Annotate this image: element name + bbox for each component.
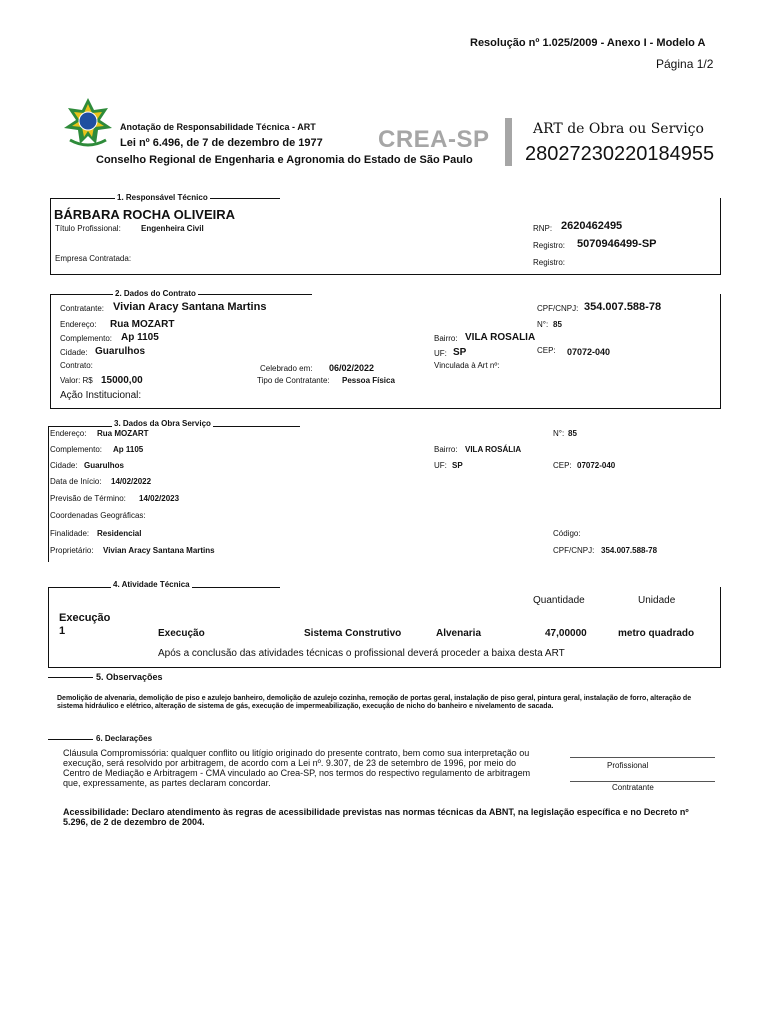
signature-profissional: Profissional: [607, 761, 649, 770]
bairro-label: Bairro:: [434, 334, 458, 343]
obra-cpf-label: CPF/CNPJ:: [553, 546, 595, 555]
activity-col-3: Alvenaria: [436, 628, 482, 639]
contrato-label: Contrato:: [60, 361, 93, 370]
acao-label: Ação Institucional:: [60, 390, 142, 401]
org-line-1: Anotação de Responsabilidade Técnica - ART: [120, 122, 316, 132]
execucao-title: Execução: [59, 612, 111, 624]
acessibilidade-text: Acessibilidade: Declaro atendimento às regras de acessibilidade previstas nas normas técnicas da ABNT, na legislação específica e no Decreto nº 5.296, de 2 de dezembro de 2004.: [63, 807, 689, 827]
obra-cep-value: 07072-040: [577, 461, 616, 470]
bairro-value: VILA ROSALIA: [465, 332, 536, 343]
numero-label: N°:: [537, 320, 549, 329]
cidade-value: Guarulhos: [95, 346, 146, 357]
coord-label: Coordenadas Geográficas:: [50, 511, 146, 520]
titulo-value: Engenheira Civil: [141, 224, 204, 233]
section-3-title: 3. Dados da Obra Serviço: [114, 419, 211, 428]
titulo-label: Título Profissional:: [55, 224, 121, 233]
section-2-title: 2. Dados do Contrato: [115, 289, 196, 298]
section-5-title: 5. Observações: [96, 672, 163, 682]
tipo-value: Pessoa Física: [342, 376, 395, 385]
obra-cep-label: CEP:: [553, 461, 572, 470]
finalidade-label: Finalidade:: [50, 529, 90, 538]
celebrado-value: 06/02/2022: [329, 363, 375, 373]
obra-bairro-value: VILA ROSÁLIA: [465, 445, 522, 454]
section-4-title: 4. Atividade Técnica: [113, 580, 190, 589]
org-line-3: Conselho Regional de Engenharia e Agronomia do Estado de São Paulo: [96, 154, 473, 166]
quantidade-value: 47,00000: [545, 628, 587, 639]
observacoes-text: Demolição de alvenaria, demolição de piso e azulejo banheiro, demolição de azulejo cozinha, remoção de portas geral, instalação de piso geral, pintura geral, instalação de forro, alteração de sistema hidráulico e elétrico, alteração de sistema de gás, execução de impermeabilização, execução de nicho do banheiro e nivelamento de sacada.: [57, 695, 692, 710]
endereco-value: Rua MOZART: [110, 319, 175, 330]
section-1-title: 1. Responsável Técnico: [117, 193, 208, 202]
proprietario-label: Proprietário:: [50, 546, 94, 555]
obra-endereco-value: Rua MOZART: [97, 429, 149, 438]
activity-col-1: Execução: [158, 628, 205, 639]
obra-endereco-label: Endereço:: [50, 429, 87, 438]
declaracoes-text: Cláusula Compromissória: qualquer conflito ou litígio originado do presente contrato, bem como sua interpretação ou execução, será resolvido por arbitragem, de acordo com a Lei nº. 9.307, de 23 de setembro de 1996, por meio do Centro de Mediação e Arbitragem - CMA vinculado ao Crea-SP, nos termos do respectivo regulamento de arbitragem que, expressamente, as partes declaram concordar.: [63, 748, 531, 788]
section-6-title: 6. Declarações: [96, 734, 153, 743]
obra-uf-value: SP: [452, 461, 463, 470]
cep-value: 07072-040: [567, 347, 611, 357]
obra-cidade-value: Guarulhos: [84, 461, 125, 470]
crea-sp-logo: CREA-SP: [378, 126, 490, 153]
cpf-label: CPF/CNPJ:: [537, 304, 579, 313]
art-number: 28027230220184955: [525, 143, 715, 165]
valor-label: Valor: R$: [60, 376, 93, 385]
complemento-value: Ap 1105: [121, 332, 159, 343]
numero-value: 85: [553, 320, 562, 329]
signature-contratante: Contratante: [612, 783, 654, 792]
termino-label: Previsão de Término:: [50, 494, 126, 503]
section-3-left-border: [48, 426, 49, 562]
obra-numero-value: 85: [568, 429, 577, 438]
unidade-header: Unidade: [638, 595, 676, 606]
contratante-value: Vivian Aracy Santana Martins: [113, 301, 267, 313]
doc-type-title: ART de Obra ou Serviço: [533, 121, 704, 137]
registro-label: Registro:: [533, 241, 566, 250]
cep-label: CEP:: [537, 346, 556, 355]
quantidade-header: Quantidade: [533, 595, 585, 606]
org-line-2: Lei nº 6.496, de 7 de dezembro de 1977: [120, 137, 323, 149]
obra-uf-label: UF:: [434, 461, 447, 470]
section-6-rule: [48, 739, 93, 740]
endereco-label: Endereço:: [60, 320, 97, 329]
complemento-label: Complemento:: [60, 334, 113, 343]
activity-note: Após a conclusão das atividades técnicas o profissional deverá proceder a baixa desta ART: [158, 648, 565, 659]
contratante-label: Contratante:: [60, 304, 105, 313]
signature-line-contratante: [570, 781, 715, 782]
responsavel-name: BÁRBARA ROCHA OLIVEIRA: [54, 207, 236, 222]
inicio-label: Data de Início:: [50, 477, 102, 486]
logo-bar: [505, 118, 512, 166]
uf-value: SP: [453, 347, 467, 358]
brazil-coat-of-arms-icon: [60, 96, 116, 150]
empresa-label: Empresa Contratada:: [55, 254, 132, 263]
finalidade-value: Residencial: [97, 529, 142, 538]
obra-complemento-label: Complemento:: [50, 445, 103, 454]
registro-value: 5070946499-SP: [577, 238, 657, 250]
activity-col-2: Sistema Construtivo: [304, 628, 402, 639]
execucao-number: 1: [59, 625, 66, 637]
signature-line-profissional: [570, 757, 715, 758]
rnp-value: 2620462495: [561, 220, 623, 232]
obra-complemento-value: Ap 1105: [113, 445, 144, 454]
valor-value: 15000,00: [101, 375, 143, 386]
proprietario-value: Vivian Aracy Santana Martins: [103, 546, 215, 555]
tipo-label: Tipo de Contratante:: [257, 376, 330, 385]
celebrado-label: Celebrado em:: [260, 364, 313, 373]
rnp-label: RNP:: [533, 224, 553, 233]
vinculada-label: Vinculada à Art nº:: [434, 361, 500, 370]
page-number: Página 1/2: [656, 57, 714, 71]
cidade-label: Cidade:: [60, 348, 88, 357]
uf-label: UF:: [434, 349, 447, 358]
obra-cidade-label: Cidade:: [50, 461, 78, 470]
section-5-rule: [48, 677, 93, 678]
obra-cpf-value: 354.007.588-78: [601, 546, 658, 555]
cpf-value: 354.007.588-78: [584, 301, 662, 313]
resolution-text: Resolução nº 1.025/2009 - Anexo I - Modelo A: [470, 37, 706, 49]
termino-value: 14/02/2023: [139, 494, 180, 503]
registro-2-label: Registro:: [533, 258, 566, 267]
codigo-label: Código:: [553, 529, 581, 538]
inicio-value: 14/02/2022: [111, 477, 152, 486]
obra-bairro-label: Bairro:: [434, 445, 458, 454]
obra-numero-label: N°:: [553, 429, 565, 438]
unidade-value: metro quadrado: [618, 628, 695, 639]
